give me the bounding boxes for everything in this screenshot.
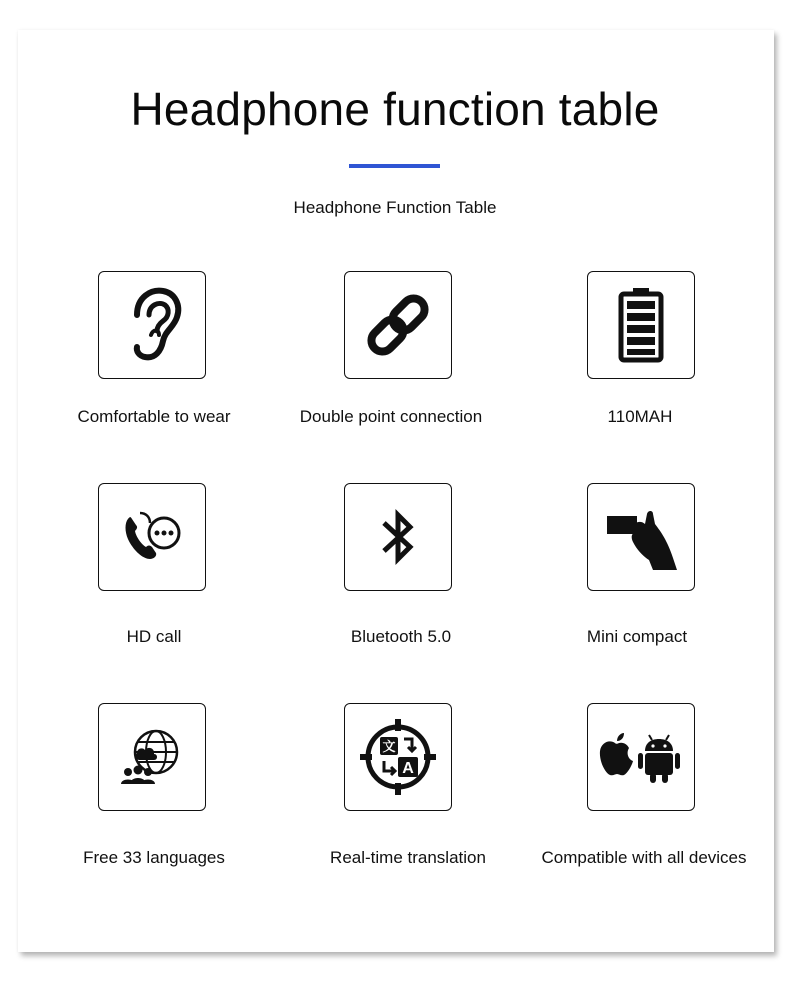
feature-label-languages: Free 33 languages: [83, 848, 225, 867]
feature-label-mini-compact: Mini compact: [586, 627, 688, 646]
feature-label-hd-call: HD call: [126, 627, 182, 646]
translate-icon: [358, 717, 438, 797]
svg-text:文: 文: [382, 739, 396, 754]
svg-text:A: A: [402, 760, 414, 777]
feature-box-bluetooth: [344, 483, 452, 591]
ear-icon: [117, 285, 187, 365]
feature-label-bluetooth: Bluetooth 5.0: [350, 627, 452, 646]
title-divider: [349, 164, 440, 168]
feature-box-battery: [587, 271, 695, 379]
feature-label-compatible: Compatible with all devices: [541, 848, 747, 867]
feature-box-translation: [344, 703, 452, 811]
feature-label-battery: 110MAH: [607, 407, 673, 426]
feature-box-compatible: [587, 703, 695, 811]
link-icon: [363, 290, 433, 360]
feature-box-comfortable: [98, 271, 206, 379]
feature-box-languages: [98, 703, 206, 811]
bluetooth-icon: [378, 507, 418, 567]
globe-users-icon: [120, 728, 184, 786]
feature-box-mini-compact: [587, 483, 695, 591]
page-subtitle: Headphone Function Table: [293, 198, 497, 217]
phone-chat-icon: [120, 509, 184, 565]
feature-label-comfortable: Comfortable to wear: [77, 407, 231, 426]
feature-box-hd-call: [98, 483, 206, 591]
page-title: Headphone function table: [130, 83, 660, 135]
battery-icon: [616, 287, 666, 363]
hand-holding-icon: [601, 502, 681, 572]
feature-label-translation: Real-time translation: [330, 848, 486, 867]
apple-android-icon: [595, 729, 687, 785]
feature-label-double-point: Double point connection: [299, 407, 483, 426]
feature-box-double-point: [344, 271, 452, 379]
